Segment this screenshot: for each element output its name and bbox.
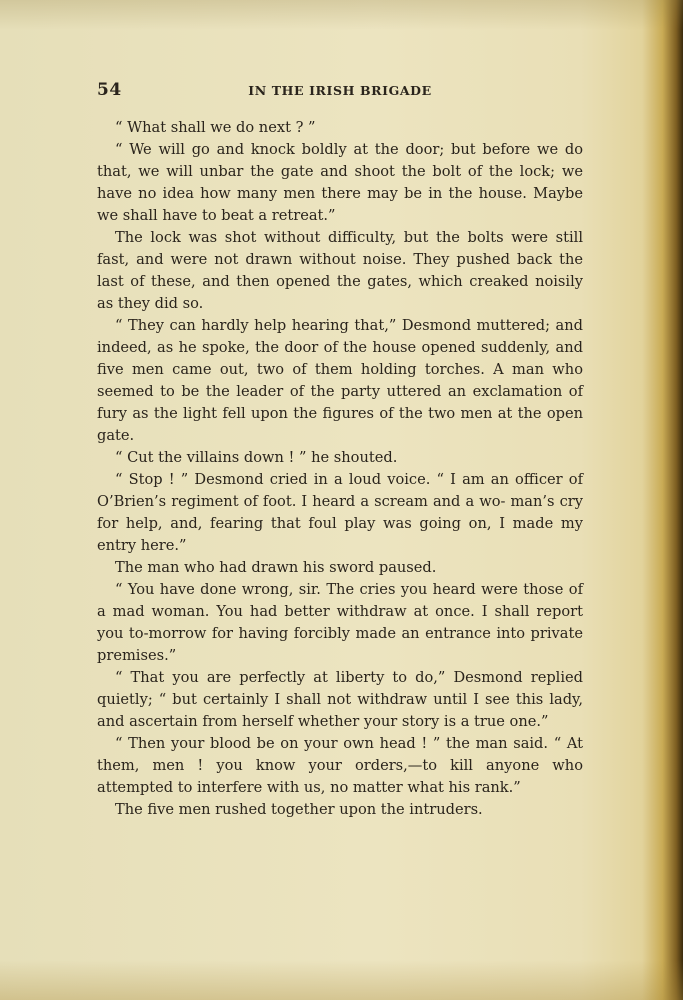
- paragraph: The lock was shot without difficulty, but the bolts were still fast, and were not drawn without noise. They pushed back the last of these, and then opened the gates, which creaked noisily as they did so.: [97, 229, 583, 312]
- paragraph: “ Then your blood be on your own head ! ” the man said. “ At them, men ! you know your orders,—to kill anyone who attempted to interfere with us, no matter what his rank.”: [97, 735, 583, 796]
- page-bottom-shade: [0, 960, 683, 1000]
- paragraph: “ They can hardly help hearing that,” Desmond muttered; and indeed, as he spoke, the door of the house opened suddenly, and five men came out, two of them holding torches. A man who seemed to be the leader of the party uttered an exclamation of fury as the light fell upon the figures of the two men at the open gate.: [97, 317, 583, 444]
- paragraph: “ Cut the villains down ! ” he shouted.: [115, 449, 398, 466]
- paragraph: “ You have done wrong, sir. The cries you heard were those of a mad woman. You had better withdraw at once. I shall report you to-morrow for having forcibly made an entrance into private premises.”: [97, 581, 583, 664]
- page-number: 54: [97, 80, 122, 100]
- paragraph: “ Stop ! ” Desmond cried in a loud voice. “ I am an officer of O’Brien’s regiment of foot. I heard a scream and a wo- man’s cry for help, and, fearing that foul play was going on, I made my entry here.”: [97, 471, 583, 554]
- paragraph: “ That you are perfectly at liberty to do,” Desmond replied quietly; “ but certainly I shall not withdraw until I see this lady, and ascertain from herself whether your story is a true one.”: [97, 669, 583, 730]
- page-header: [97, 80, 583, 102]
- paragraph: “ What shall we do next ? ”: [115, 119, 316, 136]
- body-text: [97, 117, 583, 821]
- paragraph: The man who had drawn his sword paused.: [115, 559, 437, 576]
- paragraph: The five men rushed together upon the intruders.: [115, 801, 483, 818]
- running-head: IN THE IRISH BRIGADE: [248, 83, 432, 98]
- page-top-shade: [0, 0, 683, 30]
- paragraph: “ We will go and knock boldly at the door; but before we do that, we will unbar the gate and shoot the bolt of the lock; we have no idea how many men there may be in the house. Maybe we shall have to beat a retreat.”: [97, 141, 583, 224]
